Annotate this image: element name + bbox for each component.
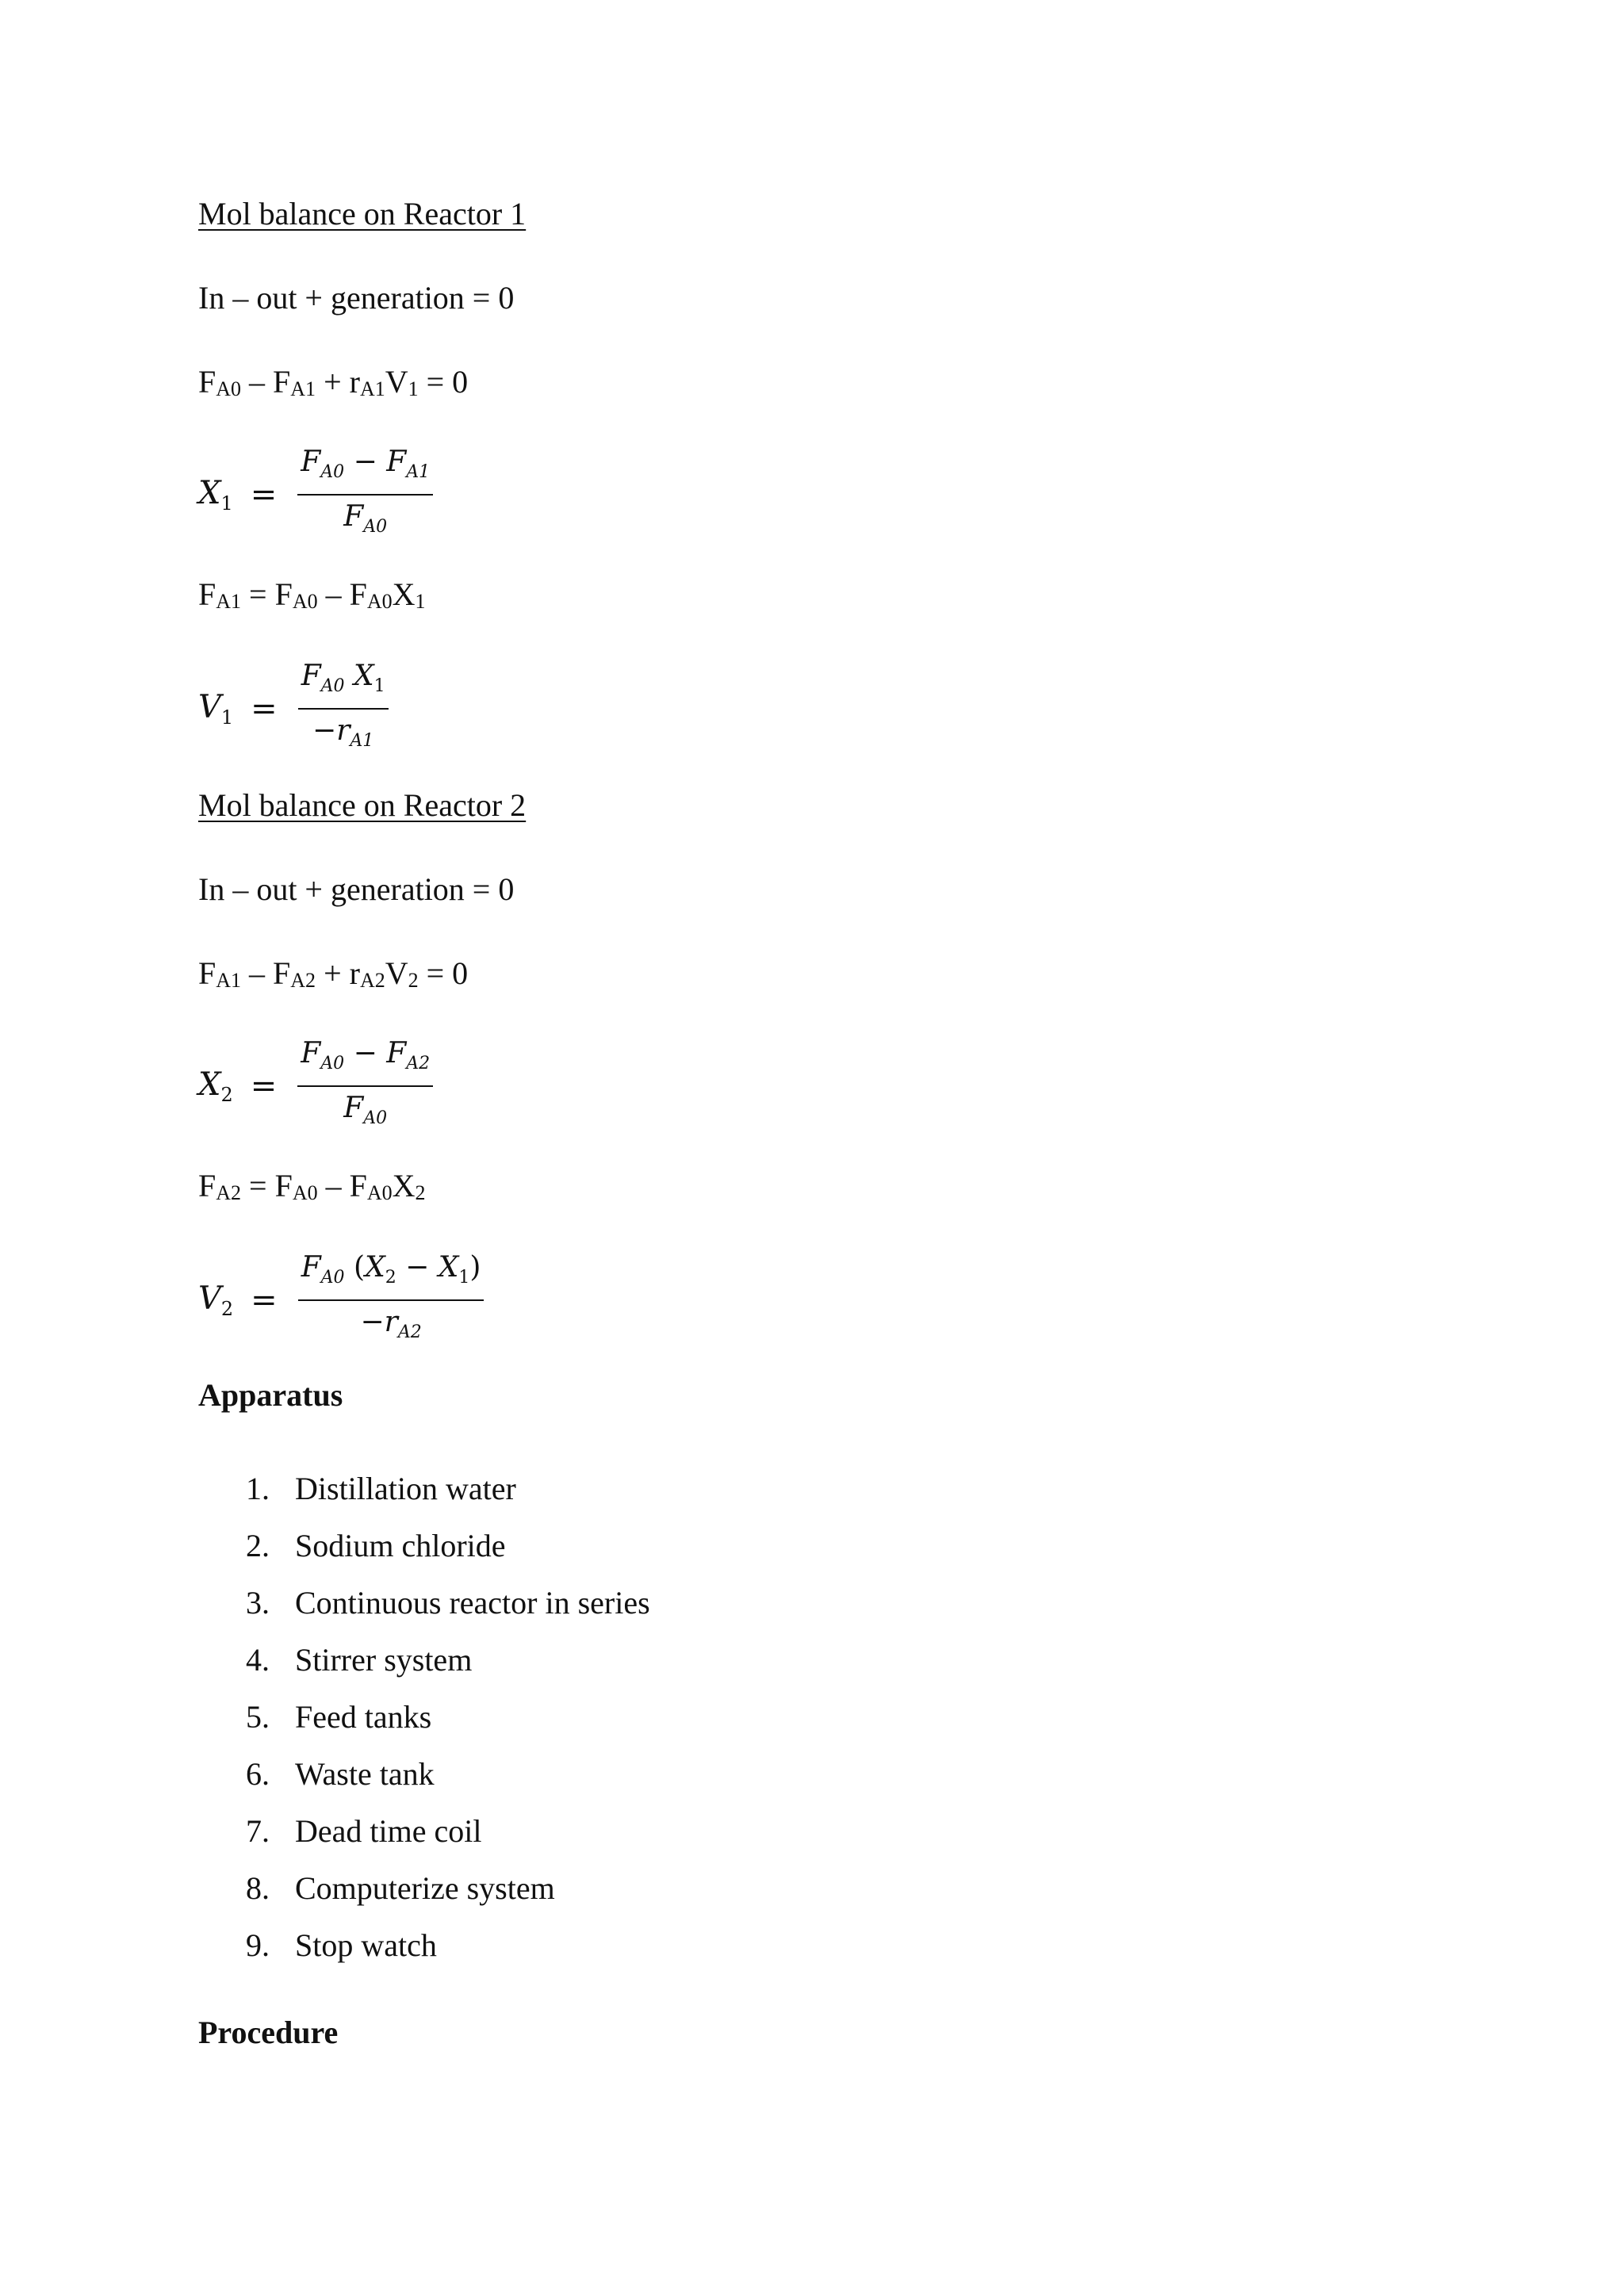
reactor1-mole-balance: $F_{A0} - F_{A1} + r_{A1}V_1 = 0$ (198, 364, 469, 400)
fraction-numerator: $F_{A0} - F_{A1}$ (301, 446, 431, 482)
reactor2-outlet-flow: $F_{A2} = F_{A0} - F_{A0}X_2$ (198, 1168, 426, 1204)
reactor1-outlet-flow: $F_{A1} = F_{A0} - F_{A0}X_1$ (198, 576, 426, 613)
reactor1-heading: Mol balance on Reactor 1 (198, 196, 527, 232)
fraction-numerator: $F_{A0}$ $X_1$ (301, 660, 385, 696)
fraction-denominator: $-r_{A2}$ (360, 1306, 422, 1342)
reactor2-general-balance: In – out + generation = 0 (198, 871, 515, 907)
list-item: 8. Computerize system (246, 1870, 555, 1906)
fraction-denominator: $F_{A0}$ (343, 1092, 388, 1128)
apparatus-list (246, 1460, 650, 1974)
procedure-heading: Procedure (198, 2015, 339, 2050)
reactor2-mole-balance: $F_{A1} - F_{A2} + r_{A2}V_2 = 0$ (198, 955, 469, 992)
reactor2-conversion-equation: $X_2$ = $\frac{F_{A0} - F_{A2}}{F_{A0}}$ (198, 1035, 433, 1137)
fraction-denominator: $-r_{A1}$ (312, 714, 374, 751)
fraction-numerator: $F_{A0}$ $(X_2 - X_1)$ (301, 1251, 481, 1288)
list-item: 5. Feed tanks (246, 1699, 432, 1735)
reactor2-heading: Mol balance on Reactor 2 (198, 787, 527, 823)
fraction-numerator: $F_{A0} - F_{A2}$ (301, 1037, 431, 1073)
reactor2-volume-equation: $V_2$ = $\frac{F_{A0} (X_2 - X_1)}{-r_{A2}}$ (198, 1249, 484, 1351)
reactor1-general-balance: In – out + generation = 0 (198, 280, 515, 316)
reactor1-volume-equation: $V_1$ = $\frac{F_{A0} X_1}{-r_{A1}}$ (198, 658, 389, 760)
apparatus-heading: Apparatus (198, 1377, 343, 1413)
list-item: 3. Continuous reactor in series (246, 1585, 650, 1621)
list-item: 1. Distillation water (246, 1471, 516, 1506)
list-item: 9. Stop watch (246, 1927, 437, 1963)
fraction-denominator: $F_{A0}$ (343, 500, 388, 537)
list-item: 6. Waste tank (246, 1756, 435, 1792)
reactor1-conversion-equation: $X_1$ = $\frac{F_{A0} - F_{A1}}{F_{A0}}$ (198, 444, 433, 545)
list-item: 7. Dead time coil (246, 1813, 482, 1849)
list-item: 2. Sodium chloride (246, 1528, 506, 1563)
list-item: 4. Stirrer system (246, 1642, 473, 1678)
